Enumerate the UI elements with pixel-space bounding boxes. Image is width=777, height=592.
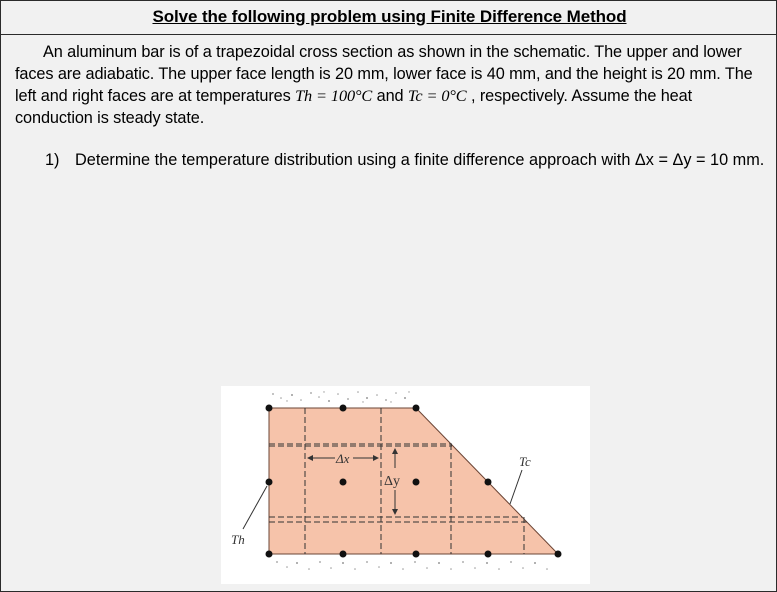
th-leader-line — [243, 486, 267, 529]
question-number: 1) — [45, 151, 60, 169]
tc-leader-line — [510, 470, 522, 504]
top-insulation — [272, 391, 410, 403]
statement-part-1: An aluminum bar is of a trapezoidal cross section as shown in the schematic. The upper and lower faces are adiabatic. The upper face length is 20 mm, lower face is 40 mm, and the height is 20 mm. The left and right faces are at temperatures — [15, 43, 753, 105]
bottom-insulation — [276, 561, 548, 570]
delta-x-label: Δx — [336, 451, 350, 466]
schematic-svg — [221, 386, 590, 584]
question-text: Determine the temperature distribution using a finite difference approach with Δx = Δy = 10 mm. — [75, 151, 765, 169]
trapezoid-schematic — [221, 386, 590, 584]
tc-label: Tc — [519, 454, 531, 469]
title-separator — [1, 34, 777, 35]
problem-statement — [15, 42, 771, 129]
hot-temperature: Th = 100°C — [295, 86, 373, 105]
delta-y-label: Δy — [384, 474, 401, 489]
statement-part-2: and — [372, 87, 408, 105]
statement-part-3: , respectively. Assume the heat conduction is steady state. — [15, 87, 692, 127]
th-label: Th — [231, 532, 245, 547]
cold-temperature: Tc = 0°C — [407, 86, 467, 105]
problem-title: Solve the following problem using Finite Difference Method — [152, 7, 627, 26]
